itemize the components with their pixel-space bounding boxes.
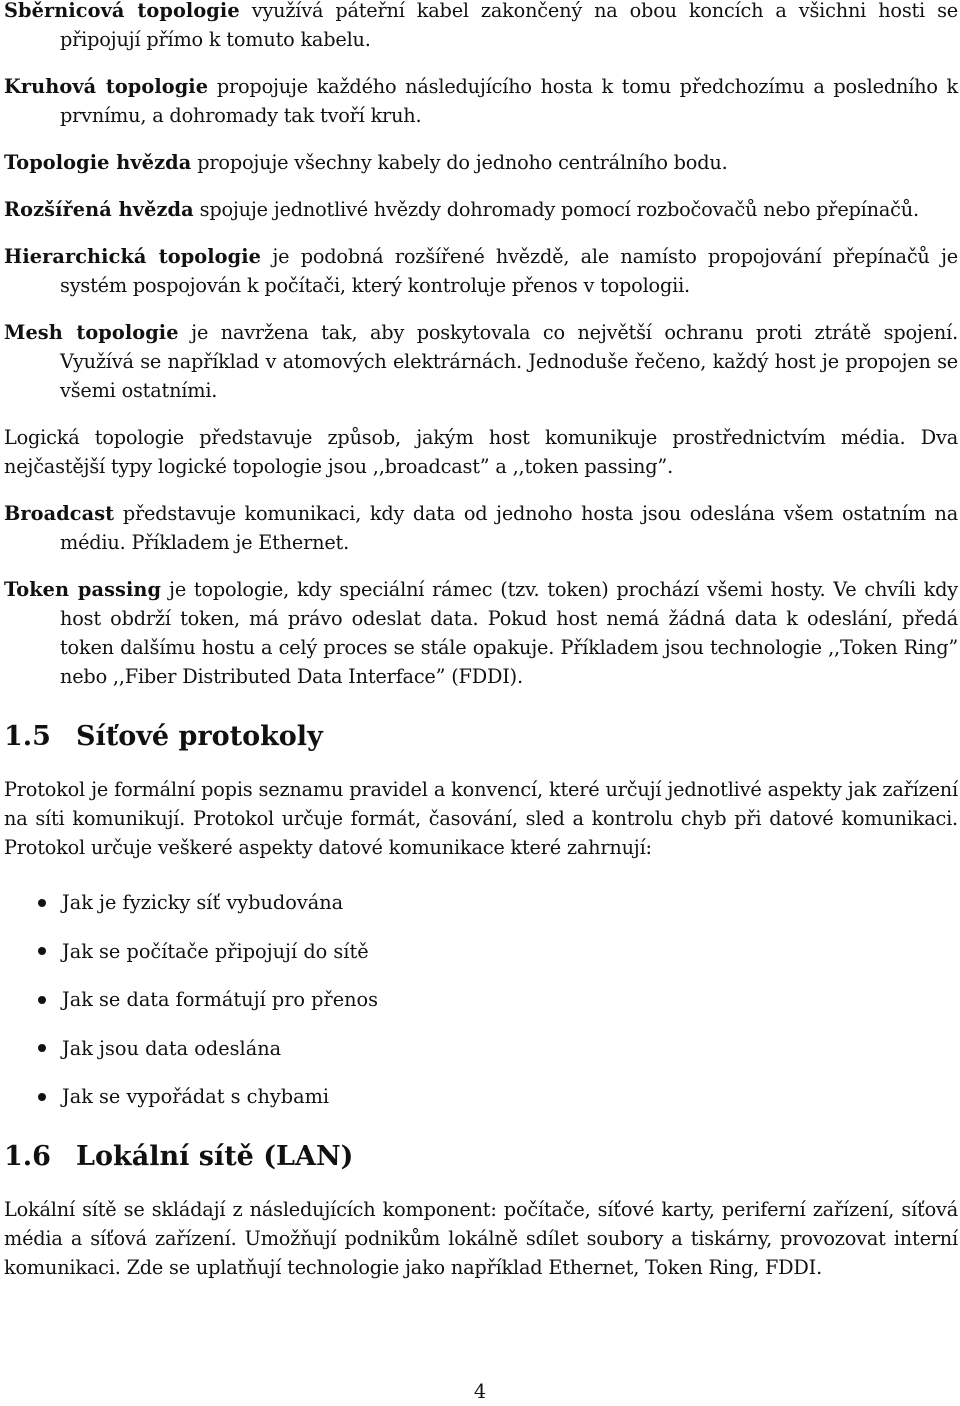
- page-content: [4, 0, 958, 1300]
- section-number: 1.5: [4, 721, 51, 752]
- definition-hierarchical-topology: [4, 242, 958, 300]
- bullet-icon: [38, 899, 46, 907]
- definition-text: je navržena tak, aby poskytovala co největší ochranu proti ztrátě spojení. Využívá se například v atomových elektrárnách. Jednoduše řečeno, každý host je propojen se všemi ostatními.: [60, 321, 958, 402]
- list-item: [4, 937, 958, 966]
- definition-text: je topologie, kdy speciální rámec (tzv. token) prochází všemi hosty. Ve chvíli kdy host obdrží token, má právo odeslat data. Pokud host nemá žádná data k odeslání, předá token dalšímu hostu a celý proces se stále opakuje. Příkladem jsou technologie ,,Token Ring” nebo ,,Fiber Distributed Data Interface” (FDDI).: [60, 578, 958, 688]
- list-item: [4, 888, 958, 917]
- definition-term: Token passing: [4, 578, 162, 601]
- list-item: [4, 1082, 958, 1111]
- logical-topology-paragraph: Logická topologie představuje způsob, jakým host komunikuje prostřednictvím média. Dva nejčastější typy logické topologie jsou ,,broadcast” a ,,token passing”.: [4, 426, 958, 478]
- definition-term: Rozšířená hvězda: [4, 198, 194, 221]
- bullet-icon: [38, 1093, 46, 1101]
- list-item-text: Jak je fyzicky síť vybudována: [62, 891, 344, 914]
- list-item-text: Jak se data formátují pro přenos: [62, 988, 379, 1011]
- definition-mesh-topology: [4, 318, 958, 405]
- section-heading-protocols: [4, 719, 958, 755]
- section-title: Lokální sítě (LAN): [76, 1141, 354, 1172]
- definition-text: představuje komunikaci, kdy data od jednoho hosta jsou odeslána všem ostatním na médiu. Příkladem je Ethernet.: [60, 502, 958, 554]
- protocol-aspects-list: [4, 888, 958, 1111]
- definition-bus-topology: [4, 0, 958, 54]
- bullet-icon: [38, 947, 46, 955]
- bullet-icon: [38, 996, 46, 1004]
- definition-term: Mesh topologie: [4, 321, 179, 344]
- definition-term: Hierarchická topologie: [4, 245, 262, 268]
- definition-star-topology: [4, 148, 958, 177]
- definition-text: využívá páteřní kabel zakončený na obou koncích a všichni hosti se připojují přímo k tomuto kabelu.: [60, 0, 958, 51]
- list-item: [4, 1034, 958, 1063]
- definition-token-passing: [4, 575, 958, 691]
- definition-term: Topologie hvězda: [4, 151, 192, 174]
- definition-extended-star: [4, 195, 958, 224]
- definition-text: propojuje každého následujícího hosta k tomu předchozímu a posledního k prvnímu, a dohromady tak tvoří kruh.: [60, 75, 959, 127]
- definition-broadcast: [4, 499, 958, 557]
- section-title: Síťové protokoly: [76, 721, 323, 752]
- section-number: 1.6: [4, 1141, 51, 1172]
- lan-paragraph: Lokální sítě se skládají z následujících komponent: počítače, síťové karty, periferní zařízení, síťová média a síťová zařízení. Umožňují podnikům lokálně sdílet soubory a tiskárny, provozovat interní komunikaci. Zde se uplatňují technologie jako například Ethernet, Token Ring, FDDI.: [4, 1198, 958, 1279]
- definition-term: Sběrnicová topologie: [4, 0, 240, 22]
- section-heading-lan: [4, 1139, 958, 1175]
- bullet-icon: [38, 1044, 46, 1052]
- definition-text: je podobná rozšířené hvězdě, ale namísto propojování přepínačů je systém pospojován k počítači, který kontroluje přenos v topologii.: [60, 245, 958, 297]
- list-item-text: Jak se vypořádat s chybami: [62, 1085, 330, 1108]
- list-item-text: Jak se počítače připojují do sítě: [62, 939, 369, 963]
- definition-ring-topology: [4, 72, 958, 130]
- list-item: [4, 985, 958, 1014]
- list-item-text: Jak jsou data odeslána: [62, 1036, 282, 1060]
- definition-term: Kruhová topologie: [4, 75, 209, 98]
- protocols-paragraph: Protokol je formální popis seznamu pravidel a konvencí, které určují jednotlivé aspekty jak zařízení na síti komunikují. Protokol určuje formát, časování, sled a kontrolu chyb při datové komunikaci. Protokol určuje veškeré aspekty datové komunikace které zahrnují:: [4, 778, 958, 859]
- page-number: 4: [473, 1380, 487, 1403]
- definition-text: spojuje jednotlivé hvězdy dohromady pomocí rozbočovačů nebo přepínačů.: [199, 198, 919, 221]
- definition-text: propojuje všechny kabely do jednoho centrálního bodu.: [197, 151, 728, 174]
- definition-term: Broadcast: [4, 502, 115, 525]
